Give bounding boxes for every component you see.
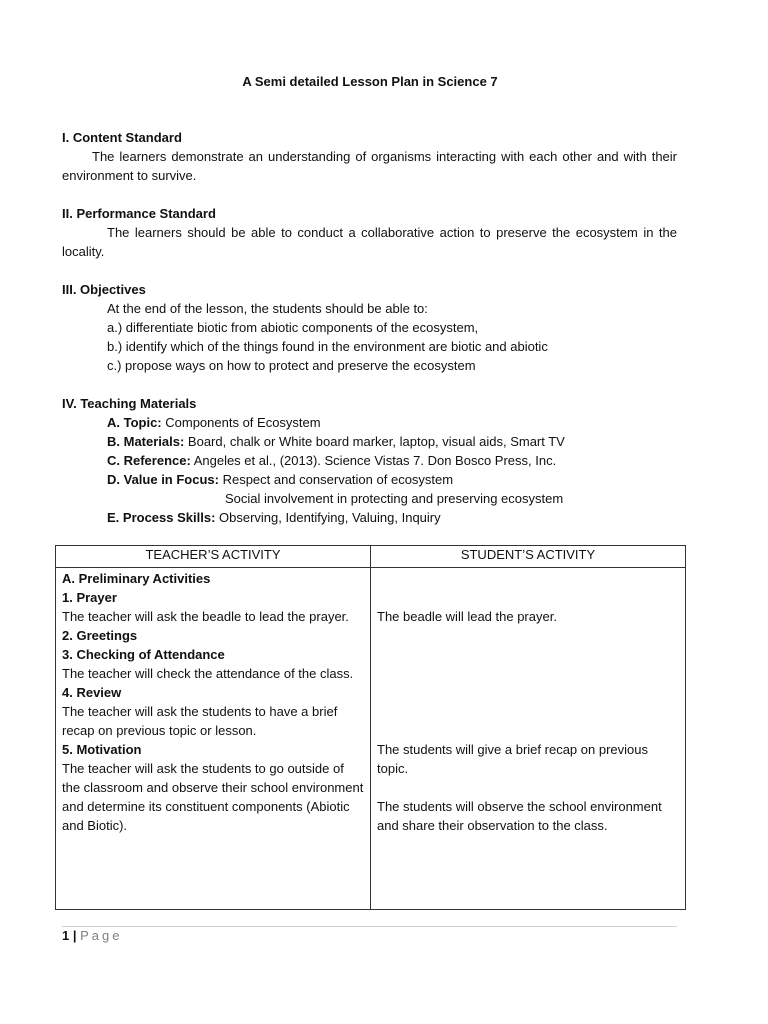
footer-divider — [62, 926, 677, 927]
material-item-topic — [107, 413, 722, 432]
objective-item: b.) identify which of the things found in the environment are biotic and abiotic — [107, 339, 548, 354]
student-activity-cell — [371, 568, 686, 910]
page-label: Page — [80, 928, 123, 943]
content-standard-heading: I. Content Standard — [62, 130, 182, 145]
objective-item: a.) differentiate biotic from abiotic components of the ecosystem, — [107, 320, 479, 335]
student-activity-header: STUDENT’S ACTIVITY — [371, 546, 686, 568]
material-label: D. Value in Focus: — [107, 472, 219, 487]
material-value: Observing, Identifying, Valuing, Inquiry — [215, 510, 441, 525]
review-heading: 4. Review — [62, 685, 122, 700]
material-label: A. Topic: — [107, 415, 162, 430]
performance-standard-body: The learners should be able to conduct a collaborative action to preserve the ecosystem in the locality. — [62, 225, 677, 259]
material-item-materials — [107, 432, 722, 451]
preliminary-heading: A. Preliminary Activities — [62, 571, 211, 586]
objectives-heading: III. Objectives — [62, 282, 146, 297]
review-text: The teacher will ask the students to have a brief recap on previous topic or lesson. — [62, 704, 338, 738]
material-value: Respect and conservation of ecosystem — [218, 472, 454, 487]
material-label: C. Reference: — [107, 453, 191, 468]
prayer-heading: 1. Prayer — [62, 590, 117, 605]
motivation-text: The teacher will ask the students to go outside of the classroom and observe their school environment and determine its constituent components (Abiotic and Biotic). — [62, 761, 364, 833]
student-motivation-text: The students will observe the school environment and share their observation to the class. — [377, 799, 662, 833]
activity-table — [55, 545, 686, 910]
performance-standard-text — [62, 223, 677, 261]
material-value: Board, chalk or White board marker, laptop, visual aids, Smart TV — [184, 434, 565, 449]
attendance-text: The teacher will check the attendance of the class. — [62, 666, 354, 681]
material-item-process-skills — [107, 508, 722, 527]
content-standard-body: The learners demonstrate an understanding of organisms interacting with each other and with their environment to survive. — [62, 149, 677, 183]
page-separator: | — [69, 928, 81, 943]
performance-standard-heading: II. Performance Standard — [62, 206, 216, 221]
teacher-activity-cell — [56, 568, 371, 910]
attendance-heading: 3. Checking of Attendance — [62, 647, 225, 662]
greetings-heading: 2. Greetings — [62, 628, 138, 643]
objective-item: c.) propose ways on how to protect and preserve the ecosystem — [107, 358, 476, 373]
material-label: E. Process Skills: — [107, 510, 216, 525]
page-footer — [62, 928, 122, 943]
material-value: Angeles et al., (2013). Science Vistas 7. Don Bosco Press, Inc. — [190, 453, 557, 468]
material-item-value-in-focus — [107, 470, 722, 489]
material-item-reference — [107, 451, 722, 470]
material-value: Components of Ecosystem — [161, 415, 321, 430]
table-header-row — [56, 546, 686, 568]
document-title: A Semi detailed Lesson Plan in Science 7 — [242, 74, 498, 89]
material-item-value-in-focus-cont: Social involvement in protecting and preserving ecosystem — [225, 491, 564, 506]
motivation-heading: 5. Motivation — [62, 742, 142, 757]
student-review-text: The students will give a brief recap on previous topic. — [377, 742, 648, 776]
page-number: 1 — [62, 928, 70, 943]
material-label: B. Materials: — [107, 434, 185, 449]
student-prayer-text: The beadle will lead the prayer. — [377, 609, 557, 624]
teacher-activity-header: TEACHER’S ACTIVITY — [56, 546, 371, 568]
teaching-materials-heading: IV. Teaching Materials — [62, 396, 197, 411]
table-row — [56, 568, 686, 910]
content-standard-text — [62, 147, 677, 185]
prayer-text: The teacher will ask the beadle to lead the prayer. — [62, 609, 349, 624]
objectives-intro: At the end of the lesson, the students should be able to: — [107, 301, 428, 316]
